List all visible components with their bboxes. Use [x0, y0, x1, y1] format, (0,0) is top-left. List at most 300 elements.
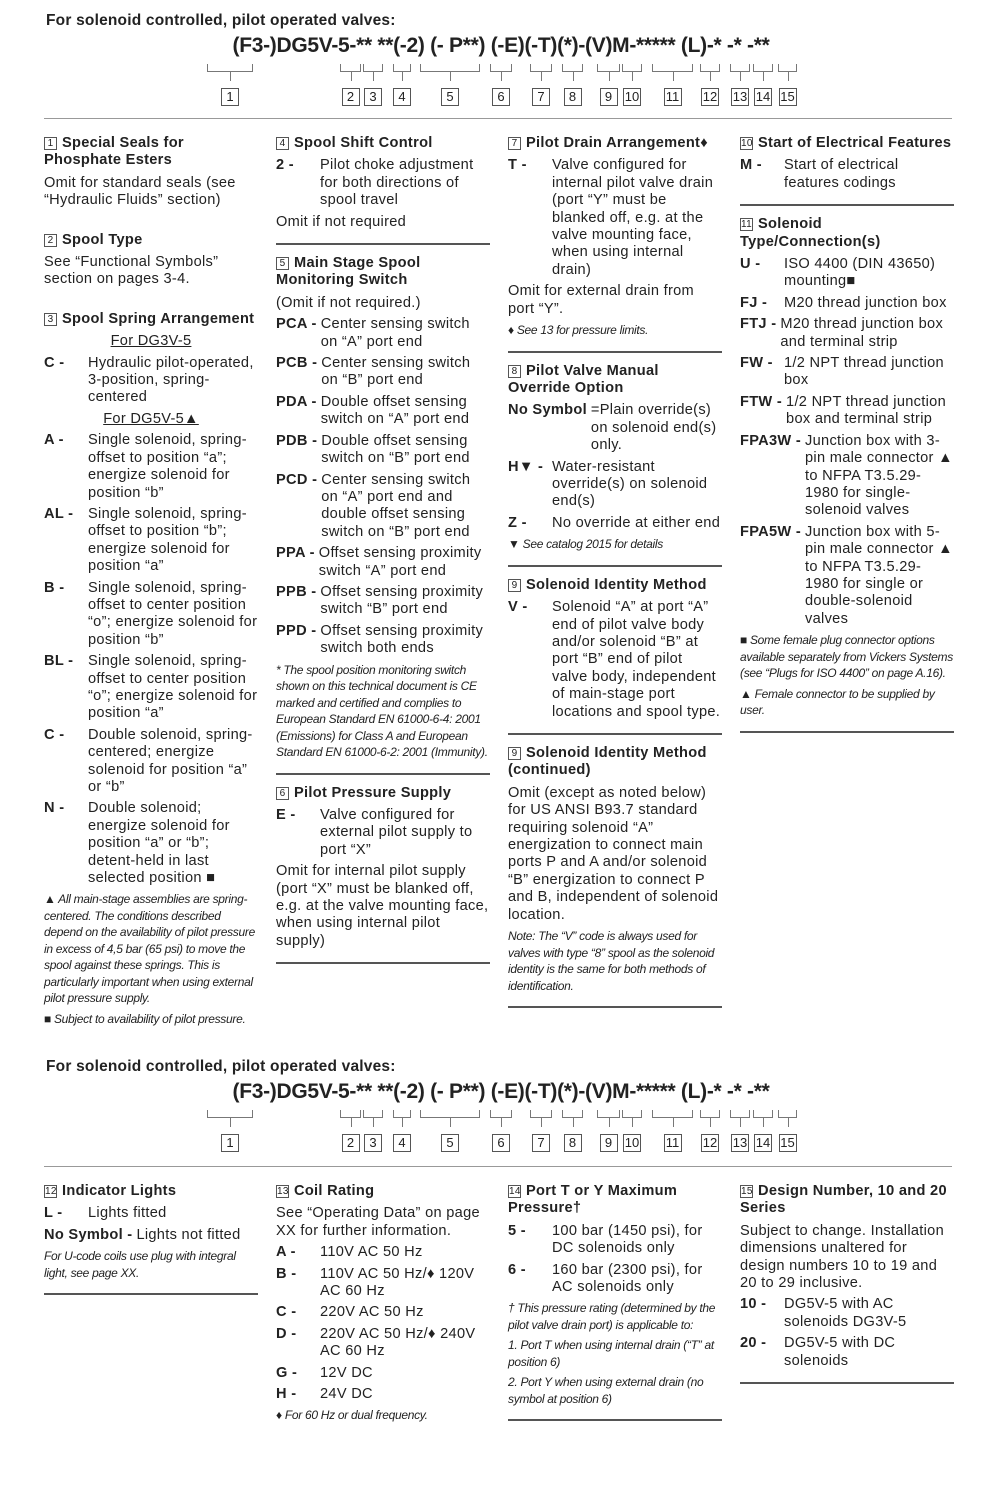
section-number: 15 — [741, 1186, 753, 1197]
section-title-text: Design Number, 10 and 20 Series — [740, 1183, 947, 1217]
option-description: DG5V-5 with AC solenoids DG3V-5 — [784, 1296, 907, 1330]
code-bracket-stem — [740, 1118, 741, 1127]
section-number: 13 — [277, 1186, 289, 1197]
section-number: 5 — [276, 257, 289, 270]
section-number: 6 — [276, 787, 289, 800]
position-label-box: 11 — [664, 1134, 682, 1152]
section-title-text: Spool Spring Arrangement — [62, 310, 255, 327]
position-label-box: 6 — [492, 88, 510, 106]
code-bracket — [490, 1110, 512, 1118]
option-description: =Plain override(s) on solenoid end(s) only. — [590, 402, 717, 454]
divider — [44, 118, 952, 119]
code-section — [508, 363, 722, 567]
code-bracket-stem — [402, 72, 403, 81]
code-bracket — [363, 64, 383, 72]
code-bracket-stem — [541, 1118, 542, 1127]
code-bracket — [753, 1110, 773, 1118]
option-code: B - — [44, 579, 65, 596]
position-label-box: 14 — [755, 1135, 771, 1150]
section-title — [508, 363, 722, 398]
section-title-text: Solenoid Identity Method (continued) — [508, 744, 707, 779]
option-code: PDB - — [276, 432, 318, 449]
code-option — [276, 157, 490, 209]
footnote: ■ Some female plug connector options available separately from Vickers Systems (see “Plugs for ISO 4400” on page A.16). — [740, 633, 953, 681]
section-title — [740, 1183, 954, 1218]
section-number: 14 — [509, 1186, 521, 1197]
section-title-text: Spool Type — [62, 231, 143, 248]
position-label-box: 12 — [702, 89, 718, 104]
position-label-box: 11 — [664, 88, 682, 106]
code-section — [508, 135, 722, 353]
code-bracket — [753, 64, 773, 72]
position-label-box: 3 — [364, 88, 382, 106]
code-option — [44, 1205, 258, 1222]
position-label-box: 4 — [393, 1134, 411, 1152]
option-code: Z - — [508, 514, 527, 531]
option-description: Center sensing switch on “A” port end — [320, 316, 470, 350]
code-option — [740, 433, 954, 520]
option-description: M20 thread junction box — [784, 294, 947, 311]
code-bracket — [420, 1110, 480, 1118]
section-title — [740, 216, 954, 251]
position-label-box: 5 — [441, 88, 459, 106]
code-option — [276, 584, 490, 619]
option-description: Valve configured for external pilot supply to port “X” — [320, 806, 473, 858]
option-code: H▼ - — [508, 458, 544, 475]
option-description: Offset sensing proximity switch “A” port end — [318, 545, 482, 579]
position-label-box: 1 — [221, 88, 239, 106]
code-bracket-stem — [673, 1118, 674, 1127]
code-section — [44, 232, 258, 301]
option-description: Valve configured for internal pilot valve drain (port “Y” must be blanked off, e.g. at the valve mounting face, when using internal drain) — [552, 157, 714, 278]
code-option — [44, 1227, 258, 1244]
code-bracket-stem — [632, 72, 633, 81]
position-label-box: 2 — [342, 88, 360, 106]
option-code: E - — [276, 806, 296, 823]
option-code: T - — [508, 157, 527, 174]
code-section — [508, 1183, 722, 1421]
position-label-box: 9 — [600, 88, 618, 106]
section-title — [44, 311, 258, 328]
section-number: 9 — [508, 747, 521, 760]
position-label-box: 10 — [624, 89, 640, 104]
paragraph: See “Functional Symbols” section on pages 3-4. — [44, 254, 219, 288]
option-description: Offset sensing proximity switch “B” port end — [320, 583, 484, 618]
code-option — [740, 1296, 954, 1331]
code-option — [44, 653, 258, 723]
option-code: FTJ - — [740, 316, 777, 333]
code-bracket — [562, 1110, 583, 1118]
option-code: 20 - — [740, 1335, 767, 1352]
option-description: Pilot choke adjustment for both directions of spool travel — [320, 157, 474, 209]
option-code: PPD - — [276, 622, 317, 639]
paragraph: Omit (except as noted below) for US ANSI B93.7 standard requiring solenoid “A” energization to connect main ports P and A and/or solenoid “B” energization to connect P and B, independent of solenoid location. — [508, 784, 719, 923]
option-code: FW - — [740, 355, 773, 372]
section-title — [276, 1183, 490, 1200]
option-description: Offset sensing proximity switch both ends — [320, 622, 484, 657]
option-code: A - — [44, 432, 64, 449]
option-code: PPB - — [276, 583, 317, 600]
position-label-box: 12 — [702, 1135, 718, 1150]
code-bracket-stem — [230, 1118, 231, 1127]
paragraph: Omit if not required — [276, 213, 407, 230]
option-code: M - — [740, 157, 762, 174]
code-bracket-stem — [573, 72, 574, 81]
model-code: (F3-)DG5V-5-** **(-2) (- P**) (-E)(-T)(*)-(V)M-***** (L)-* -* -** — [232, 34, 770, 57]
code-option — [276, 433, 490, 468]
code-bracket-stem — [373, 72, 374, 81]
code-option — [740, 524, 954, 628]
code-bracket-stem — [609, 1118, 610, 1127]
code-section — [276, 255, 490, 775]
option-code: PCD - — [276, 471, 318, 488]
code-bracket — [530, 64, 552, 72]
column — [44, 1183, 258, 1305]
code-section — [44, 1183, 258, 1295]
section-title — [740, 135, 954, 152]
option-code: FTW - — [740, 393, 783, 410]
code-option — [44, 432, 258, 502]
code-bracket-stem — [373, 1118, 374, 1127]
code-bracket — [652, 1110, 693, 1118]
code-bracket-stem — [763, 1118, 764, 1127]
position-label-box: 5 — [441, 1134, 459, 1152]
column — [740, 1183, 954, 1394]
code-bracket — [420, 64, 480, 72]
option-description: Junction box with 5-pin male connector ▲ to NFPA T3.5.29-1980 for single or double-solenoid valves — [805, 523, 953, 627]
code-bracket — [597, 1110, 620, 1118]
option-description: 12V DC — [320, 1364, 373, 1381]
code-section — [276, 785, 490, 965]
section-number: 2 — [44, 234, 57, 247]
footnote: † This pressure rating (determined by the pilot valve drain port) is applicable to: — [508, 1301, 716, 1332]
code-option — [508, 157, 722, 279]
option-code: D - — [276, 1325, 297, 1342]
section-number: 11 — [741, 219, 752, 231]
option-description: 220V AC 50 Hz — [320, 1304, 424, 1321]
option-code: 2 - — [276, 157, 294, 174]
code-bracket-stem — [710, 1118, 711, 1127]
code-bracket-stem — [501, 72, 502, 81]
code-option — [508, 1223, 722, 1258]
option-code: C - — [44, 726, 65, 743]
code-section — [276, 1183, 490, 1436]
option-code: FJ - — [740, 294, 768, 311]
option-description: Center sensing switch on “B” port end — [321, 355, 471, 389]
position-label-box: 7 — [532, 1134, 550, 1152]
code-option — [740, 394, 954, 429]
column — [740, 135, 954, 743]
paragraph: Omit for external drain from port “Y”. — [508, 283, 695, 317]
section-number: 4 — [276, 137, 289, 150]
footnote: ▲ Female connector to be supplied by user. — [740, 686, 935, 718]
code-section — [276, 135, 490, 245]
section-title — [508, 577, 722, 594]
section-title-text: Indicator Lights — [62, 1183, 177, 1199]
model-code-bottom — [0, 1046, 994, 1507]
code-option — [276, 1266, 490, 1301]
code-option — [740, 256, 954, 291]
option-description: No override at either end — [552, 514, 721, 531]
section-title — [276, 135, 490, 152]
code-option — [508, 402, 722, 454]
option-code: No Symbol - — [44, 1226, 133, 1243]
column — [276, 135, 490, 974]
option-description: Single solenoid, spring-offset to center position “o”; energize solenoid for position “a” — [88, 653, 258, 722]
code-bracket — [562, 64, 583, 72]
code-section — [508, 577, 722, 735]
position-label-box: 7 — [532, 88, 550, 106]
option-code: V - — [508, 599, 528, 616]
code-bracket-stem — [632, 1118, 633, 1127]
option-code: N - — [44, 800, 65, 817]
position-label-box: 6 — [492, 1134, 510, 1152]
section-title — [508, 745, 722, 780]
divider — [44, 1166, 952, 1167]
option-code: L - — [44, 1205, 63, 1222]
code-option — [740, 1335, 954, 1370]
code-bracket-stem — [450, 72, 451, 81]
paragraph: Omit for standard seals (see “Hydraulic Fluids” section) — [44, 174, 236, 209]
option-description: 24V DC — [320, 1386, 373, 1403]
code-option — [276, 1386, 490, 1403]
code-option — [276, 545, 490, 580]
code-bracket — [207, 64, 253, 72]
option-description: 1/2 NPT thread junction box and terminal strip — [786, 393, 946, 428]
option-description: 160 bar (2300 psi), for AC solenoids only — [552, 1261, 703, 1296]
code-option — [276, 1244, 490, 1261]
code-option — [508, 459, 722, 511]
footnote: 1. Port T when using internal drain (“T” at position 6) — [508, 1338, 714, 1369]
position-label-box: 15 — [780, 1135, 795, 1150]
option-description: 110V AC 50 Hz/♦ 120V AC 60 Hz — [320, 1265, 475, 1300]
footnote: ▼ See catalog 2015 for details — [508, 537, 663, 552]
section-number: 3 — [44, 313, 57, 326]
footnote: ▲ All main-stage assemblies are spring-centered. The conditions described depend on the availability of pilot pressure in excess of 4,5 bar (65 psi) to move the spool against these springs. This is particularly important when using external pilot pressure supply. — [44, 892, 255, 1006]
position-label-box: 8 — [564, 88, 582, 106]
section-title-text: Coil Rating — [294, 1183, 375, 1199]
position-label-box: 4 — [393, 88, 411, 106]
code-bracket — [340, 1110, 361, 1118]
code-section — [44, 311, 258, 1040]
column — [508, 135, 722, 1018]
footnote: ♦ See 13 for pressure limits. — [508, 323, 649, 338]
code-bracket-stem — [351, 72, 352, 81]
option-code: C - — [44, 354, 65, 371]
code-option — [44, 800, 258, 887]
code-bracket-stem — [573, 1118, 574, 1127]
code-bracket — [622, 1110, 642, 1118]
code-section — [740, 1183, 954, 1384]
option-description: ISO 4400 (DIN 43650) mounting■ — [784, 256, 936, 290]
option-description: Double offset sensing switch on “B” port end — [321, 432, 470, 467]
code-bracket-stem — [541, 72, 542, 81]
option-description: 110V AC 50 Hz — [320, 1244, 423, 1261]
code-section — [740, 216, 954, 732]
code-bracket — [700, 64, 720, 72]
position-label-box: 14 — [755, 89, 771, 104]
column — [508, 1183, 722, 1431]
footnote: For U-code coils use plug with integral light, see page XX. — [44, 1249, 236, 1280]
option-code: A - — [276, 1244, 296, 1261]
section-title-text: Pilot Valve Manual Override Option — [508, 362, 659, 396]
code-bracket — [700, 1110, 720, 1118]
section-title — [508, 135, 722, 152]
option-description: Lights fitted — [88, 1205, 167, 1222]
code-bracket-stem — [230, 72, 231, 81]
code-bracket-stem — [351, 1118, 352, 1127]
code-bracket — [207, 1110, 253, 1118]
code-bracket-stem — [788, 1118, 789, 1127]
code-option — [740, 316, 954, 351]
code-bracket — [340, 64, 361, 72]
code-bracket — [530, 1110, 552, 1118]
section-title — [44, 1183, 258, 1200]
option-description: M20 thread junction box and terminal strip — [780, 316, 944, 350]
code-bracket-stem — [501, 1118, 502, 1127]
footnote: ■ Subject to availability of pilot pressure. — [44, 1011, 246, 1026]
position-label-box: 1 — [221, 1134, 239, 1152]
section-title-text: Start of Electrical Features — [758, 135, 952, 151]
section-title — [276, 255, 490, 290]
option-code: PDA - — [276, 393, 317, 410]
code-bracket-stem — [673, 72, 674, 81]
code-option — [740, 157, 954, 192]
position-label-box: 3 — [364, 1134, 382, 1152]
footnote: 2. Port Y when using external drain (no symbol at position 6) — [508, 1375, 704, 1406]
option-description: DG5V-5 with DC solenoids — [784, 1335, 896, 1369]
code-option — [276, 355, 490, 390]
code-option — [44, 355, 258, 407]
model-code: (F3-)DG5V-5-** **(-2) (- P**) (-E)(-T)(*)-(V)M-***** (L)-* -* -** — [232, 1080, 770, 1103]
section-heading: For solenoid controlled, pilot operated valves: — [46, 1058, 396, 1075]
code-option — [740, 355, 954, 390]
option-description: Solenoid “A” at port “A” end of pilot valve body and/or solenoid “B” at port “B” end of pilot valve body, independent of main-stage port locations and spool type. — [552, 599, 721, 720]
code-option — [44, 727, 258, 797]
column — [276, 1183, 490, 1446]
section-title-text: Main Stage Spool Monitoring Switch — [276, 255, 421, 289]
option-description: Start of electrical features codings — [784, 157, 899, 191]
section-title — [44, 135, 258, 170]
code-option — [276, 1304, 490, 1321]
option-code: 6 - — [508, 1261, 526, 1278]
option-description: Center sensing switch on “A” port end and double offset sensing switch on “B” port end — [321, 471, 471, 540]
section-title-text: Pilot Drain Arrangement♦ — [526, 135, 708, 151]
position-label-box: 15 — [780, 89, 795, 104]
option-description: Double solenoid, spring-centered; energize solenoid for position “a” or “b” — [88, 726, 253, 795]
code-option — [508, 1262, 722, 1297]
position-label-box: 13 — [732, 1135, 748, 1150]
subheading: For DG3V-5 — [110, 333, 192, 350]
option-description: Hydraulic pilot-operated, 3-position, spring-centered — [88, 354, 254, 406]
section-title-text: Pilot Pressure Supply — [294, 784, 452, 801]
code-option — [276, 807, 490, 859]
option-code: PPA - — [276, 545, 315, 562]
option-description: 100 bar (1450 psi), for DC solenoids only — [552, 1222, 703, 1257]
footnote: * The spool position monitoring switch shown on this technical document is CE marked and certified and complies to European Standard EN 61000-6-4: 2001 (Emissions) for Class A and European Standard EN 61000-6-2: 2001 (Immunity). — [276, 662, 488, 760]
option-code: B - — [276, 1265, 297, 1282]
code-option — [508, 515, 722, 532]
option-code: AL - — [44, 505, 74, 522]
code-bracket-stem — [450, 1118, 451, 1127]
code-bracket — [730, 1110, 750, 1118]
option-description: 1/2 NPT thread junction box — [784, 355, 944, 389]
code-bracket — [730, 64, 750, 72]
section-title-text: Solenoid Identity Method — [526, 576, 707, 593]
option-code: C - — [276, 1304, 297, 1321]
code-bracket — [778, 1110, 797, 1118]
code-option — [276, 1365, 490, 1382]
section-title-text: Spool Shift Control — [294, 135, 433, 151]
option-description: Single solenoid, spring-offset to position “b”; energize solenoid for position “a” — [88, 505, 247, 575]
code-section — [740, 135, 954, 206]
code-option — [740, 295, 954, 312]
section-title — [44, 232, 258, 249]
section-number: 8 — [508, 365, 521, 378]
code-option — [276, 623, 490, 658]
code-section — [508, 745, 722, 1008]
section-number: 9 — [508, 579, 521, 592]
code-section — [44, 135, 258, 222]
option-code: H - — [276, 1386, 297, 1403]
code-option — [508, 599, 722, 721]
column — [44, 135, 258, 1049]
paragraph: (Omit if not required.) — [276, 294, 421, 311]
code-option — [44, 506, 258, 576]
option-code: 10 - — [740, 1296, 767, 1313]
option-code: FPA5W - — [740, 523, 802, 540]
paragraph: See “Operating Data” on page XX for further information. — [276, 1205, 480, 1239]
code-bracket-stem — [788, 72, 789, 81]
position-label-box: 2 — [342, 1134, 360, 1152]
option-description: Junction box with 3-pin male connector ▲ to NFPA T3.5.29-1980 for single-solenoid valves — [805, 432, 953, 519]
section-number: 10 — [741, 138, 753, 149]
code-bracket — [393, 1110, 411, 1118]
option-code: FPA3W - — [740, 432, 802, 449]
option-code: G - — [276, 1364, 298, 1381]
position-label-box: 10 — [624, 1135, 640, 1150]
footnote: ♦ For 60 Hz or dual frequency. — [276, 1408, 428, 1423]
section-number: 1 — [44, 137, 57, 150]
paragraph: Subject to change. Installation dimensions unaltered for design numbers 10 to 19 and 20 to 29 inclusive. — [740, 1222, 945, 1292]
option-code: BL - — [44, 653, 74, 670]
subheading: For DG5V-5▲ — [103, 410, 199, 427]
code-bracket-stem — [763, 72, 764, 81]
option-code: PCB - — [276, 355, 318, 372]
section-number: 7 — [508, 137, 521, 150]
code-bracket-stem — [710, 72, 711, 81]
option-description: Single solenoid, spring-offset to center position “o”; energize solenoid for position “b” — [88, 579, 258, 648]
code-bracket — [490, 64, 512, 72]
position-label-box: 8 — [564, 1134, 582, 1152]
option-code: 5 - — [508, 1222, 526, 1239]
code-option — [44, 580, 258, 650]
section-title — [508, 1183, 722, 1218]
code-bracket — [393, 64, 411, 72]
section-title-text: Solenoid Type/Connection(s) — [740, 216, 881, 250]
paragraph: Omit for internal pilot supply (port “X” must be blanked off, e.g. at the valve mounting face, when using internal pilot supply) — [276, 863, 489, 949]
option-description: Double offset sensing switch on “A” port end — [320, 393, 470, 428]
section-title-text: Special Seals for Phosphate Esters — [44, 135, 184, 169]
code-bracket-stem — [609, 72, 610, 81]
footnote: Note: The “V” code is always used for valves with type “8” spool as the solenoid identity is the same for both methods of identification. — [508, 929, 715, 993]
code-bracket — [778, 64, 797, 72]
option-description: Lights not fitted — [136, 1226, 241, 1243]
code-option — [276, 316, 490, 351]
code-bracket — [597, 64, 620, 72]
code-bracket — [622, 64, 642, 72]
section-heading: For solenoid controlled, pilot operated valves: — [46, 12, 396, 29]
